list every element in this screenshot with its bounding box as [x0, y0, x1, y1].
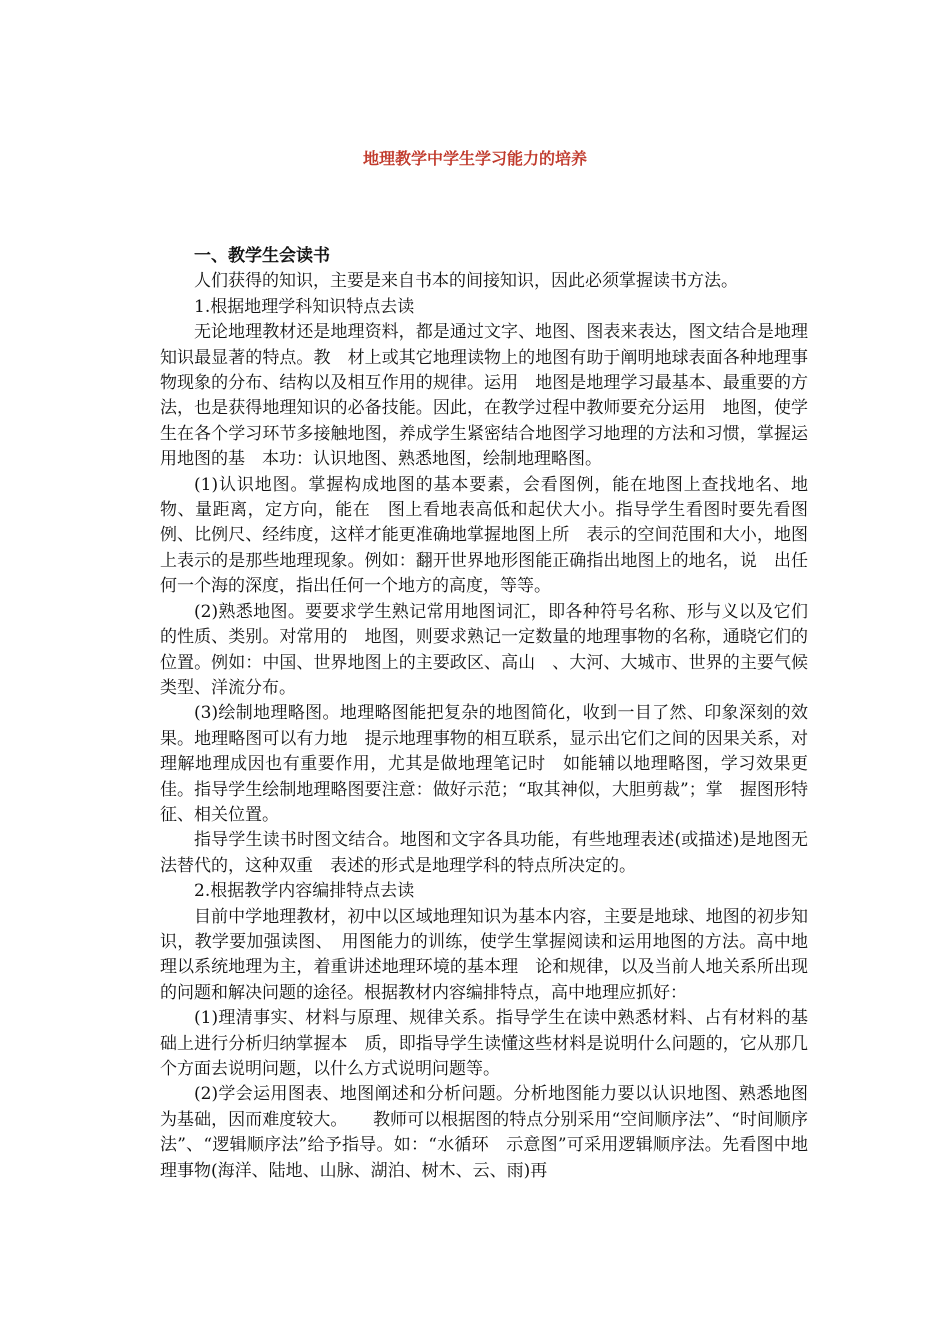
- subheading-1: 1.根据地理学科知识特点去读: [194, 296, 415, 317]
- paragraph-sketch-map: (3)绘制地理略图。地理略图能把复杂的地图简化，收到一目了然、印象深刻的效果。地理略图可以有力地 提示地理事物的相互联系，显示出它们之间的因果关系，对理解地理成因也有重要作用，尤其是做地理笔记时 如能辅以地理略图，学习效果更佳。指导学生绘制地理略图要注意：做好示范；“取其神似，大胆剪裁”；掌 握图形特征、相关位置。: [160, 703, 808, 825]
- paragraph-familiar-map: (2)熟悉地图。要要求学生熟记常用地图词汇，即各种符号名称、形与义以及它们的性质、类别。对常用的 地图，则要求熟记一定数量的地理事物的名称，通晓它们的位置。例如：中国、世界地图上的主要政区、高山 、大河、大城市、世界的主要气候类型、洋流分布。: [160, 601, 808, 698]
- paragraph-curriculum: 目前中学地理教材，初中以区域地理知识为基本内容，主要是地球、地图的初步知识，教学要加强读图、 用图能力的训练，使学生掌握阅读和运用地图的方法。高中地理以系统地理为主，着重讲述地理环境的基本理 论和规律，以及当前人地关系所出现的问题和解决问题的途径。根据教材内容编排特点，高中地理应抓好：: [160, 906, 808, 1003]
- paragraph-intro: 人们获得的知识，主要是来自书本的间接知识，因此必须掌握读书方法。: [194, 271, 738, 292]
- subheading-2: 2.根据教学内容编排特点去读: [194, 881, 415, 902]
- paragraph-text-map: 指导学生读书时图文结合。地图和文字各具功能，有些地理表述(或描述)是地图无法替代的，这种双重 表述的形式是地理学科的特点所决定的。: [160, 830, 808, 876]
- paragraph-facts-principles: (1)理清事实、材料与原理、规律关系。指导学生在读中熟悉材料、占有材料的基础上进行分析归纳掌握本 质，即指导学生读懂这些材料是说明什么问题的，它从那几个方面去说明问题，以什么方式说明问题等。: [160, 1008, 808, 1079]
- document-body: [160, 244, 808, 1184]
- paragraph-charts-maps: (2)学会运用图表、地图阐述和分析问题。分析地图能力要以认识地图、熟悉地图为基础，因而难度较大。 教师可以根据图的特点分别采用“空间顺序法”、“时间顺序法”、“逻辑顺序法”给予指导。如：“水循环 示意图”可采用逻辑顺序法。先看图中地理事物(海洋、陆地、山脉、湖泊、树木、云、雨)再: [160, 1084, 808, 1181]
- section-heading: 一、教学生会读书: [194, 246, 330, 266]
- document-title: 地理教学中学生学习能力的培养: [362, 149, 587, 168]
- paragraph-read-map: (1)认识地图。掌握构成地图的基本要素，会看图例，能在地图上查找地名、地物、量距离，定方向，能在 图上看地表高低和起伏大小。指导学生看图时要先看图例、比例尺、经纬度，这样才能更准确地掌握地图上所 表示的空间范围和大小，地图上表示的是那些地理现象。例如：翻开世界地形图能正确指出地图上的地名，说 出任何一个海的深度，指出任何一个地方的高度，等等。: [160, 474, 808, 597]
- paragraph-map-features: 无论地理教材还是地理资料，都是通过文字、地图、图表来表达，图文结合是地理知识最显著的特点。教 材上或其它地理读物上的地图有助于阐明地球表面各种地理事物现象的分布、结构以及相互作用的规律。运用 地图是地理学习最基本、最重要的方法，也是获得地理知识的必备技能。因此，在教学过程中教师要充分运用 地图，使学生在各个学习环节多接触地图，养成学生紧密结合地图学习地理的方法和习惯，掌握运用地图的基 本功：认识地图、熟悉地图，绘制地理略图。: [160, 322, 808, 470]
